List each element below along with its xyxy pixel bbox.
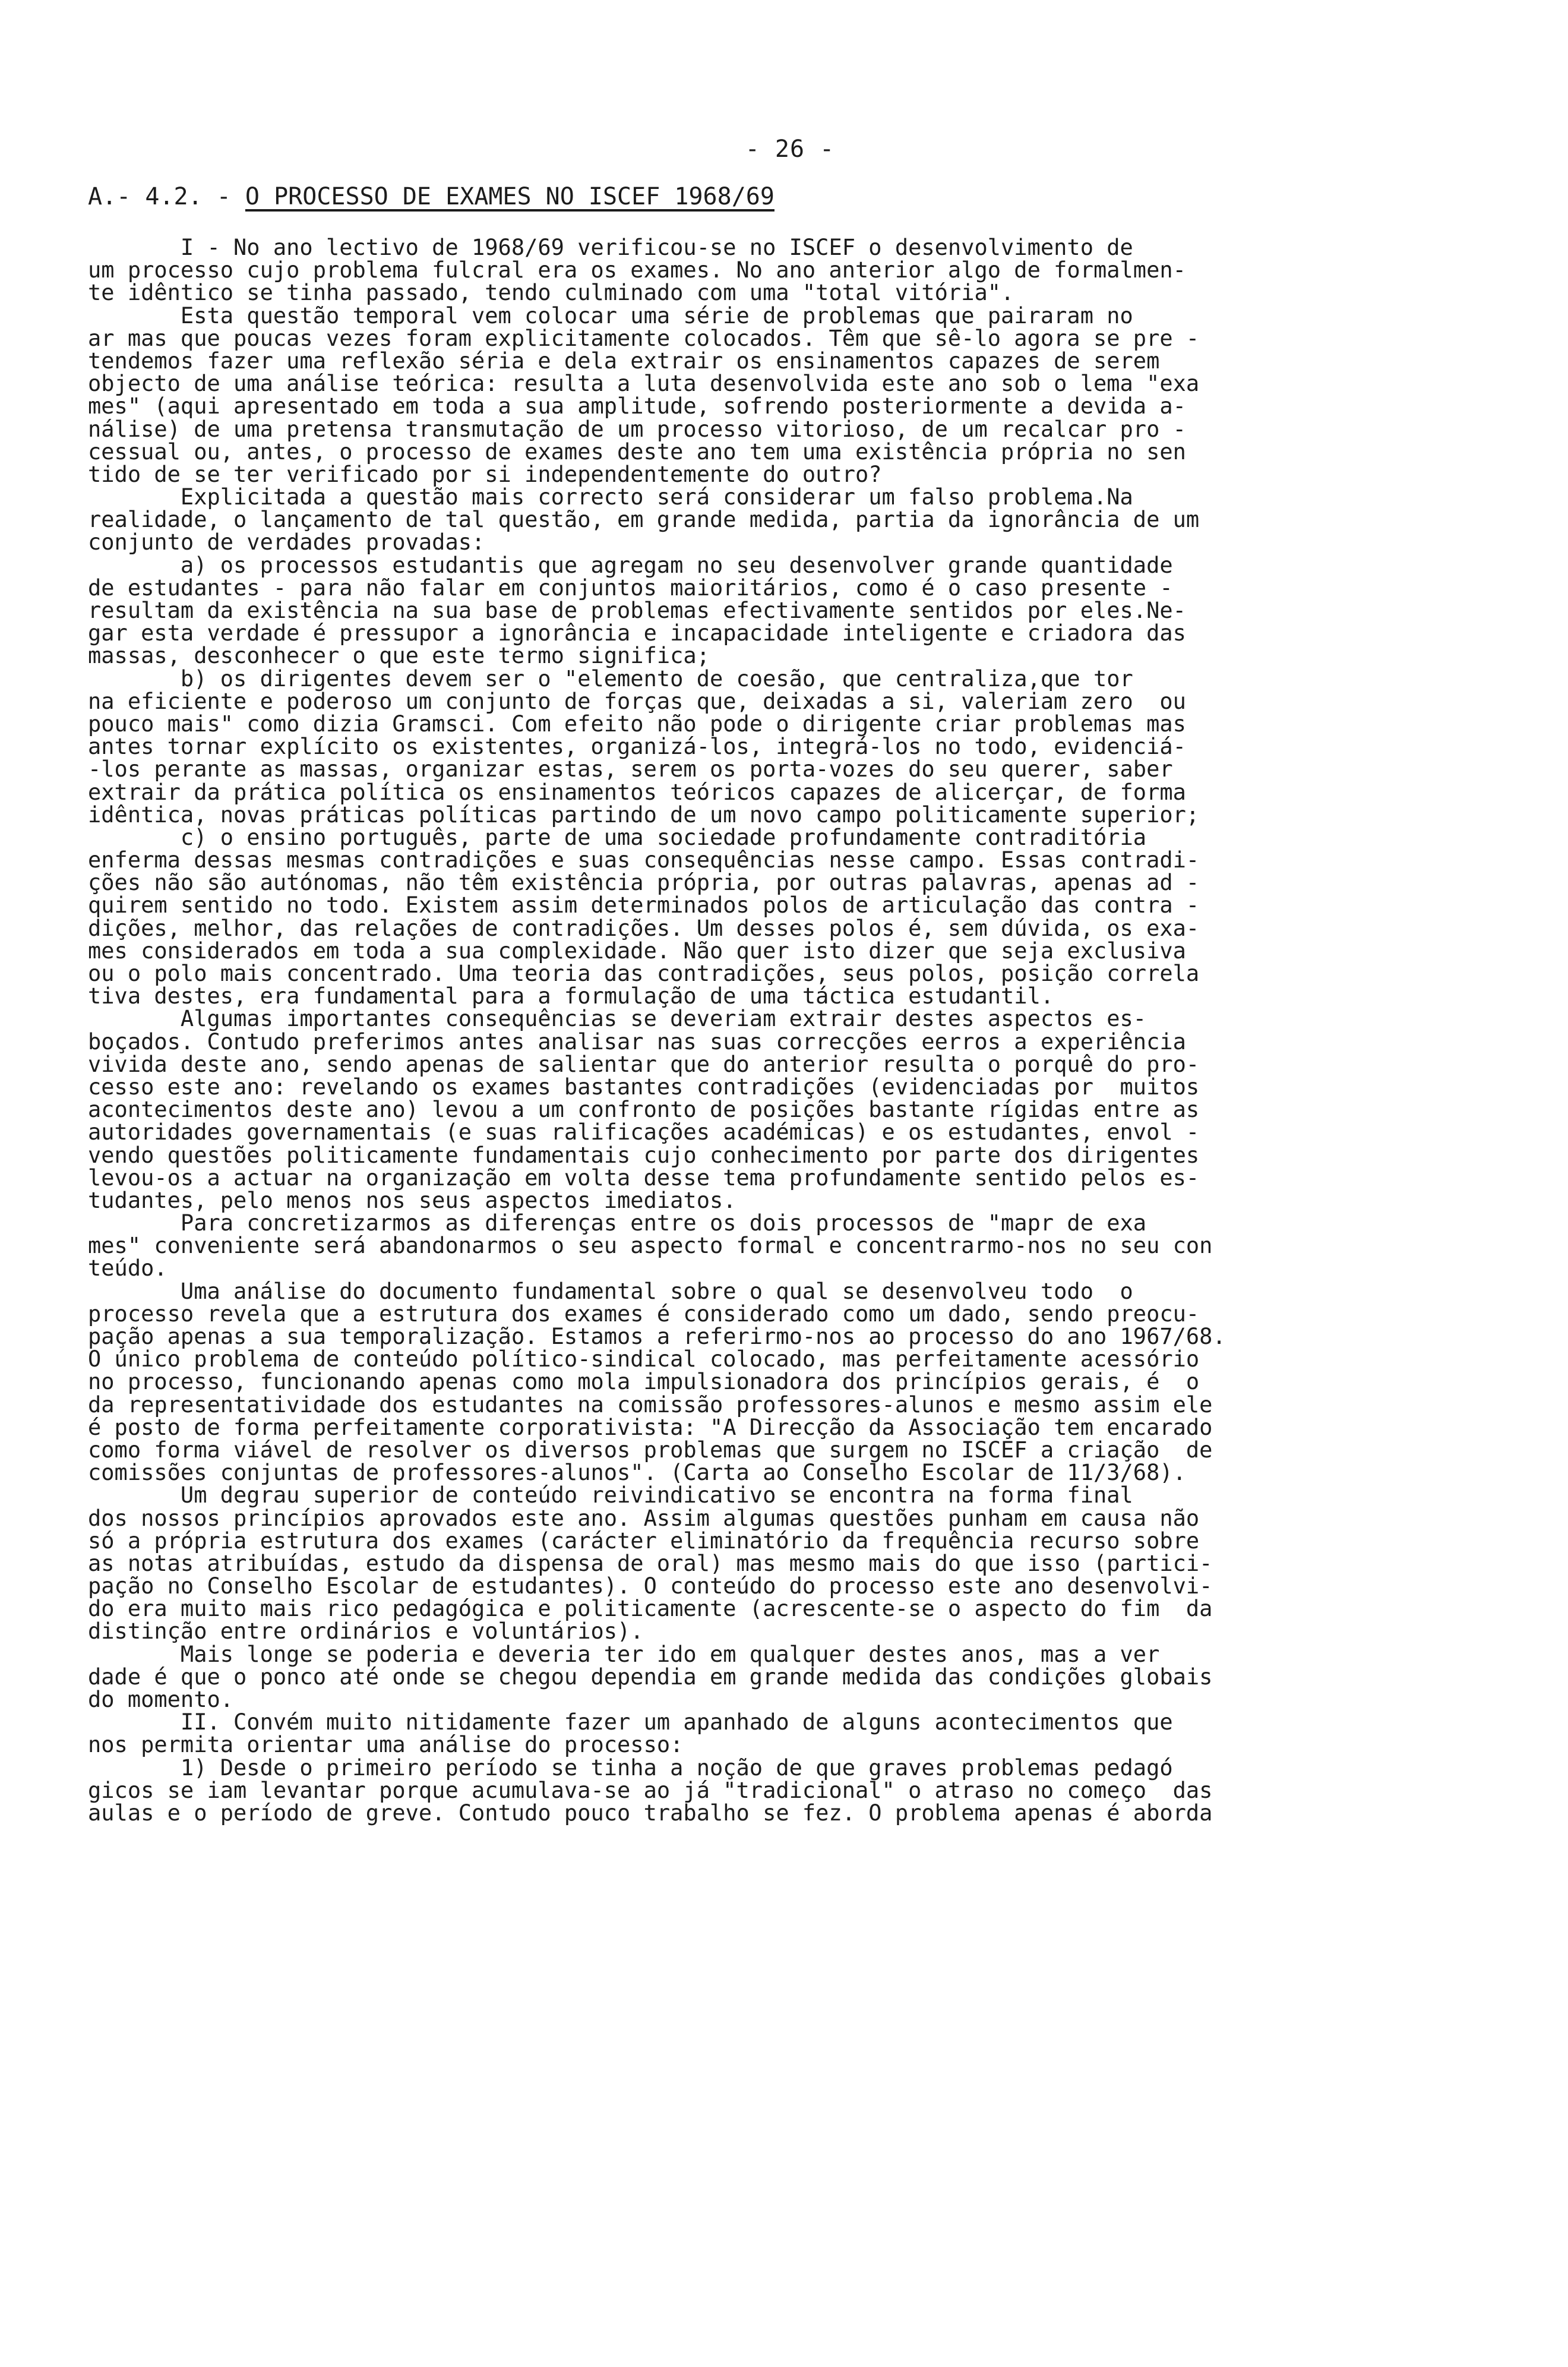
- text-line: na eficiente e poderoso um conjunto de forças que, deixadas a si, valeriam zero ou: [88, 688, 1186, 714]
- text-line: dade é que o ponco até onde se chegou dependia em grande medida das condições globais: [88, 1664, 1213, 1690]
- text-line: quirem sentido no todo. Existem assim determinados polos de articulação das contra -: [88, 892, 1200, 919]
- text-line: ou o polo mais concentrado. Uma teoria das contradições, seus polos, posição correla: [88, 961, 1200, 986]
- section-heading: [88, 183, 774, 210]
- text-line: mes" conveniente será abandonarmos o seu aspecto formal e concentrarmo-nos no seu con: [88, 1233, 1213, 1259]
- text-line: c) o ensino português, parte de uma sociedade profundamente contraditória: [88, 824, 1147, 850]
- text-line: levou-os a actuar na organização em volta desse tema profundamente sentido pelos es-: [88, 1164, 1200, 1191]
- text-line: enferma dessas mesmas contradições e suas consequências nesse campo. Essas contradi-: [88, 847, 1200, 873]
- text-line: realidade, o lançamento de tal questão, em grande medida, partia da ignorância de um: [88, 507, 1200, 533]
- text-line: I - No ano lectivo de 1968/69 verificou-se no ISCEF o desenvolvimento de: [88, 235, 1133, 260]
- text-line: da representatividade dos estudantes na comissão professores-alunos e mesmo assim ele: [88, 1391, 1213, 1418]
- text-line: 1) Desde o primeiro período se tinha a noção de que graves problemas pedagó: [88, 1754, 1173, 1781]
- text-line: no processo, funcionando apenas como mola impulsionadora dos princípios gerais, é o: [88, 1369, 1200, 1395]
- text-line: mes" (aqui apresentado em toda a sua amplitude, sofrendo posteriormente a devida a-: [88, 393, 1186, 419]
- text-line: autoridades governamentais (e suas ralificações académicas) e os estudantes, envol -: [88, 1119, 1200, 1145]
- text-line: gar esta verdade é pressupor a ignorância e incapacidade inteligente e criadora das: [88, 620, 1186, 646]
- text-line: [88, 1825, 1478, 1847]
- text-line: acontecimentos deste ano) levou a um confronto de posições bastante rígidas entre as: [88, 1097, 1200, 1123]
- text-line: teúdo.: [88, 1255, 167, 1282]
- text-line: Esta questão temporal vem colocar uma série de problemas que pairaram no: [88, 302, 1133, 329]
- text-line: só a própria estrutura dos exames (carácter eliminatório da frequência recurso sobre: [88, 1527, 1200, 1554]
- text-line: tendemos fazer uma reflexão séria e dela extrair os ensinamentos capazes de serem: [88, 348, 1160, 374]
- text-line: a) os processos estudantis que agregam no seu desenvolver grande quantidade: [88, 552, 1173, 578]
- text-line: [88, 1847, 1478, 1870]
- text-line: cessual ou, antes, o processo de exames deste ano tem uma existência própria no sen: [88, 438, 1186, 465]
- text-line: do momento.: [88, 1687, 234, 1712]
- text-line: Uma análise do documento fundamental sobre o qual se desenvolveu todo o: [88, 1278, 1133, 1304]
- text-line: tido de se ter verificado por si independentemente do outro?: [88, 461, 882, 487]
- text-line: as notas atribuídas, estudo da dispensa de oral) mas mesmo mais do que isso (partici-: [88, 1550, 1213, 1576]
- text-line: te idêntico se tinha passado, tendo culminado com uma "total vitória".: [88, 280, 1014, 306]
- text-line: nos permita orientar uma análise do processo:: [88, 1732, 684, 1758]
- text-line: do era muito mais rico pedagógica e politicamente (acrescente-se o aspecto do fim da: [88, 1596, 1213, 1622]
- text-line: II. Convém muito nitidamente fazer um apanhado de alguns acontecimentos que: [88, 1709, 1173, 1735]
- text-line: ar mas que poucas vezes foram explicitamente colocados. Têm que sê-lo agora se pre -: [88, 325, 1200, 351]
- text-line: cesso este ano: revelando os exames bastantes contradições (evidenciadas por muitos: [88, 1074, 1200, 1100]
- text-line: ções não são autónomas, não têm existência própria, por outras palavras, apenas ad -: [88, 870, 1200, 896]
- text-line: vivida deste ano, sendo apenas de salientar que do anterior resulta o porquê do pro-: [88, 1051, 1200, 1077]
- text-line: idêntica, novas práticas políticas partindo de um novo campo politicamente superior;: [88, 801, 1200, 828]
- text-line: aulas e o período de greve. Contudo pouco trabalho se fez. O problema apenas é aborda: [88, 1800, 1213, 1826]
- text-line: extrair da prática política os ensinamentos teóricos capazes de alicerçar, de forma: [88, 779, 1186, 805]
- text-line: comissões conjuntas de professores-alunos". (Carta ao Conselho Escolar de 11/3/68).: [88, 1460, 1186, 1486]
- text-line: é posto de forma perfeitamente corporativista: "A Direcção da Associação tem encarado: [88, 1414, 1213, 1440]
- text-line: dições, melhor, das relações de contradições. Um desses polos é, sem dúvida, os exa-: [88, 915, 1200, 941]
- text-line: -los perante as massas, organizar estas, serem os porta-vozes do seu querer, saber: [88, 756, 1173, 782]
- text-line: como forma viável de resolver os diversos problemas que surgem no ISCEF a criação de: [88, 1437, 1213, 1463]
- text-line: um processo cujo problema fulcral era os exames. No ano anterior algo de formalmen-: [88, 257, 1186, 283]
- section-label: A.- 4.2. -: [88, 183, 231, 210]
- text-line: gicos se iam levantar porque acumulava-se ao já "tradicional" o atraso no começo das: [88, 1777, 1213, 1803]
- text-line: pouco mais" como dizia Gramsci. Com efeito não pode o dirigente criar problemas mas: [88, 711, 1186, 737]
- text-line: massas, desconhecer o que este termo significa;: [88, 643, 710, 669]
- page-number: - 26 -: [745, 135, 835, 163]
- text-line: pação apenas a sua temporalização. Estamos a referirmo-nos ao processo do ano 1967/68.: [88, 1324, 1226, 1349]
- text-line: b) os dirigentes devem ser o "elemento de coesão, que centraliza,que tor: [88, 665, 1133, 692]
- text-line: objecto de uma análise teórica: resulta a luta desenvolvida este ano sob o lema "exa: [88, 371, 1200, 397]
- text-line: tiva destes, era fundamental para a formulação de uma táctica estudantil.: [88, 983, 1054, 1009]
- text-line: resultam da existência na sua base de problemas efectivamente sentidos por eles.Ne-: [88, 598, 1186, 623]
- section-title: O PROCESSO DE EXAMES NO ISCEF 1968/69: [245, 183, 774, 210]
- text-line: nálise) de uma pretensa transmutação de um processo vitorioso, de um recalcar pro -: [88, 416, 1186, 442]
- text-line: tudantes, pelo menos nos seus aspectos imediatos.: [88, 1187, 736, 1213]
- text-line: O único problema de conteúdo político-sindical colocado, mas perfeitamente acessório: [88, 1346, 1200, 1372]
- text-line: antes tornar explícito os existentes, organizá-los, integrá-los no todo, evidenciá-: [88, 734, 1186, 760]
- text-line: pação no Conselho Escolar de estudantes). O conteúdo do processo este ano desenvolvi-: [88, 1573, 1213, 1599]
- text-line: Mais longe se poderia e deveria ter ido em qualquer destes anos, mas a ver: [88, 1641, 1160, 1667]
- text-line: Para concretizarmos as diferenças entre os dois processos de "mapr de exa: [88, 1210, 1147, 1236]
- text-line: vendo questões politicamente fundamentais cujo conhecimento por parte dos dirigentes: [88, 1142, 1200, 1168]
- text-line: Explicitada a questão mais correcto será considerar um falso problema.Na: [88, 484, 1133, 510]
- text-line: conjunto de verdades provadas:: [88, 529, 485, 556]
- text-line: processo revela que a estrutura dos exames é considerado como um dado, sendo preocu-: [88, 1301, 1200, 1327]
- text-line: Algumas importantes consequências se deveriam extrair destes aspectos es-: [88, 1006, 1147, 1032]
- text-line: mes considerados em toda a sua complexidade. Não quer isto dizer que seja exclusiva: [88, 938, 1186, 964]
- body-text: [88, 236, 1478, 1870]
- text-line: de estudantes - para não falar em conjuntos maioritários, como é o caso presente -: [88, 575, 1173, 601]
- text-line: dos nossos princípios aprovados este ano. Assim algumas questões punham em causa não: [88, 1505, 1200, 1531]
- text-line: distinção entre ordinários e voluntários).: [88, 1618, 644, 1645]
- text-line: Um degrau superior de conteúdo reivindicativo se encontra na forma final: [88, 1482, 1133, 1508]
- text-line: boçados. Contudo preferimos antes analisar nas suas correcções eerros a experiência: [88, 1028, 1186, 1055]
